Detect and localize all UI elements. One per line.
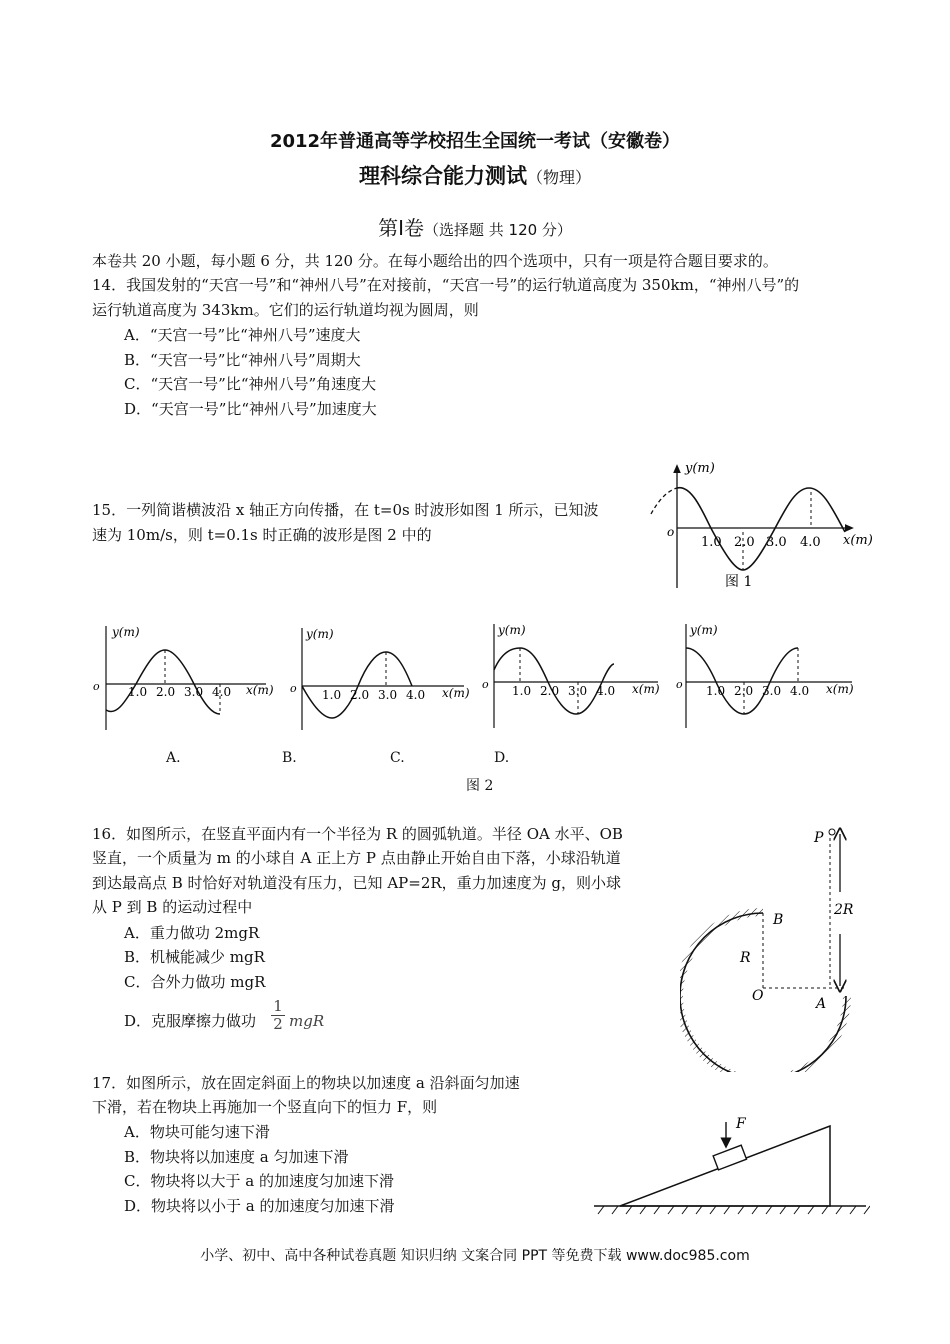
fig2-letter-a: A. [166, 750, 181, 766]
q16-figure [680, 822, 870, 1072]
q16-stem-line3: 到达最高点 B 时恰好对轨道没有压力，已知 AP=2R，重力加速度为 g，则小球 [92, 874, 622, 892]
section-intro: 本卷共 20 小题，每小题 6 分，共 120 分。在每小题给出的四个选项中，只有一项是符合题目要求的。 [92, 252, 778, 270]
q16-option-d-tail: mgR [289, 1012, 325, 1030]
fig2a-tick-2: 2.0 [156, 685, 176, 699]
fig2d-ylabel: y(m) [690, 623, 718, 637]
q15-figure-2-option-d [674, 620, 864, 732]
q16-option-c: C．合外力做功 mgR [124, 973, 266, 991]
fig2a-xlabel: x(m) [246, 683, 274, 697]
fig2b-ylabel: y(m) [306, 627, 334, 641]
fig2b-origin: o [290, 682, 297, 695]
fig2d-tick-1: 1.0 [706, 684, 726, 698]
fig2c-xlabel: x(m) [632, 682, 660, 696]
q15-figure-2-option-b [286, 622, 476, 734]
fig2b-xlabel: x(m) [442, 686, 470, 700]
fig2-letter-c: C. [390, 750, 405, 766]
fraction-numerator: 1 [273, 997, 283, 1015]
label-b: B [773, 912, 784, 928]
q15-figure-2-option-c [480, 620, 670, 732]
q16-option-d-fraction [271, 998, 285, 1033]
q17-option-d: D．物块将以小于 a 的加速度匀加速下滑 [124, 1197, 395, 1215]
q17-option-a: A．物块可能匀速下滑 [124, 1123, 270, 1141]
fig2b-tick-3: 3.0 [378, 688, 398, 702]
fig2a-tick-1: 1.0 [128, 685, 148, 699]
section-title [0, 212, 950, 241]
q16-option-d: D．克服摩擦力做功 [124, 1012, 257, 1030]
fig2-letter-d: D. [494, 750, 510, 766]
fig1-tick-3: 3.0 [766, 535, 787, 550]
label-a: A [816, 996, 827, 1012]
fig1-tick-1: 1.0 [701, 535, 722, 550]
fig1-tick-2: 2.0 [734, 535, 755, 550]
section-title-main: 第Ⅰ卷 [378, 216, 424, 240]
fig2d-tick-3: 3.0 [762, 684, 782, 698]
fig2-caption: 图 2 [466, 778, 494, 794]
fig2c-tick-4: 4.0 [596, 684, 616, 698]
q17-figure [590, 1110, 870, 1220]
paper-title-main: 理科综合能力测试 [358, 164, 527, 188]
fig2a-tick-4: 4.0 [212, 685, 232, 699]
fig2d-tick-2: 2.0 [734, 684, 754, 698]
fig1-xlabel: x(m) [843, 533, 873, 548]
q16-stem-line1: 16．如图所示，在竖直平面内有一个半径为 R 的圆弧轨道。半径 OA 水平、OB [92, 825, 623, 843]
q16-stem-line2: 竖直，一个质量为 m 的小球自 A 正上方 P 点由静止开始自由下落，小球沿轨道 [92, 849, 621, 867]
q17-block [713, 1145, 746, 1170]
fraction-denominator: 2 [271, 1015, 285, 1033]
fig1-ylabel: y(m) [685, 461, 715, 476]
fig2d-tick-4: 4.0 [790, 684, 810, 698]
q17-stem-line1: 17．如图所示，放在固定斜面上的物块以加速度 a 沿斜面匀加速 [92, 1074, 520, 1092]
exam-title: 2012年普通高等学校招生全国统一考试（安徽卷） [269, 131, 681, 152]
q14-option-b: B．“天宫一号”比“神州八号”周期大 [124, 351, 361, 369]
q16-option-a: A．重力做功 2mgR [124, 924, 260, 942]
fig1-origin: o [667, 525, 675, 539]
q14-stem-line2: 运行轨道高度为 343km。它们的运行轨道均视为圆周，则 [92, 301, 479, 319]
fig2b-tick-2: 2.0 [350, 688, 370, 702]
fig2c-tick-3: 3.0 [568, 684, 588, 698]
fig1-tick-4: 4.0 [800, 535, 821, 550]
q16-stem-line4: 从 P 到 B 的运动过程中 [92, 898, 253, 916]
fig2a-origin: o [93, 680, 100, 693]
fig1-wave-dashed [651, 488, 677, 514]
fig2-letter-b: B. [282, 750, 297, 766]
q14-option-d: D．“天宫一号”比“神州八号”加速度大 [124, 400, 377, 418]
q15-figure-2-option-a [90, 622, 280, 734]
q15-figure-1 [645, 458, 885, 598]
label-p: P [814, 830, 824, 846]
fig1-wave [677, 488, 845, 570]
fig2a-tick-3: 3.0 [184, 685, 204, 699]
q15-stem-line1: 15．一列简谐横波沿 x 轴正方向传播，在 t=0s 时波形如图 1 所示，已知波 [92, 501, 599, 519]
fig2c-ylabel: y(m) [498, 623, 526, 637]
q15-stem-line2: 速为 10m/s，则 t=0.1s 时正确的波形是图 2 中的 [92, 526, 432, 544]
fig2d-xlabel: x(m) [826, 682, 854, 696]
label-o: O [752, 988, 764, 1004]
section-title-sub: （选择题 共 120 分） [423, 221, 572, 239]
fig2c-tick-1: 1.0 [512, 684, 532, 698]
fig2c-origin: o [482, 678, 489, 691]
fig1-caption: 图 1 [725, 574, 753, 590]
fig2c-tick-2: 2.0 [540, 684, 560, 698]
fig2d-origin: o [676, 678, 683, 691]
paper-title [0, 160, 950, 190]
q17-stem-line2: 下滑，若在物块上再施加一个竖直向下的恒力 F，则 [92, 1098, 438, 1116]
ball-at-p [829, 829, 835, 835]
q17-option-b: B．物块将以加速度 a 匀加速下滑 [124, 1148, 349, 1166]
label-r: R [740, 950, 751, 966]
footer-note: 小学、初中、高中各种试卷真题 知识归纳 文案合同 PPT 等免费下载 www.doc985.com [200, 1248, 750, 1264]
paper-title-subject: （物理） [526, 168, 591, 187]
q14-option-a: A．“天宫一号”比“神州八号”速度大 [124, 326, 361, 344]
q14-stem-line1: 14．我国发射的“天宫一号”和“神州八号”在对接前，“天宫一号”的运行轨道高度为 350km，“神州八号”的 [92, 276, 800, 294]
label-f: F [736, 1116, 746, 1132]
fig2b-tick-1: 1.0 [322, 688, 342, 702]
fig2a-ylabel: y(m) [112, 625, 140, 639]
fig2b-tick-4: 4.0 [406, 688, 426, 702]
q16-option-b: B．机械能减少 mgR [124, 948, 265, 966]
q14-option-c: C．“天宫一号”比“神州八号”角速度大 [124, 375, 377, 393]
q17-option-c: C．物块将以大于 a 的加速度匀加速下滑 [124, 1172, 394, 1190]
label-2r: 2R [834, 902, 854, 918]
